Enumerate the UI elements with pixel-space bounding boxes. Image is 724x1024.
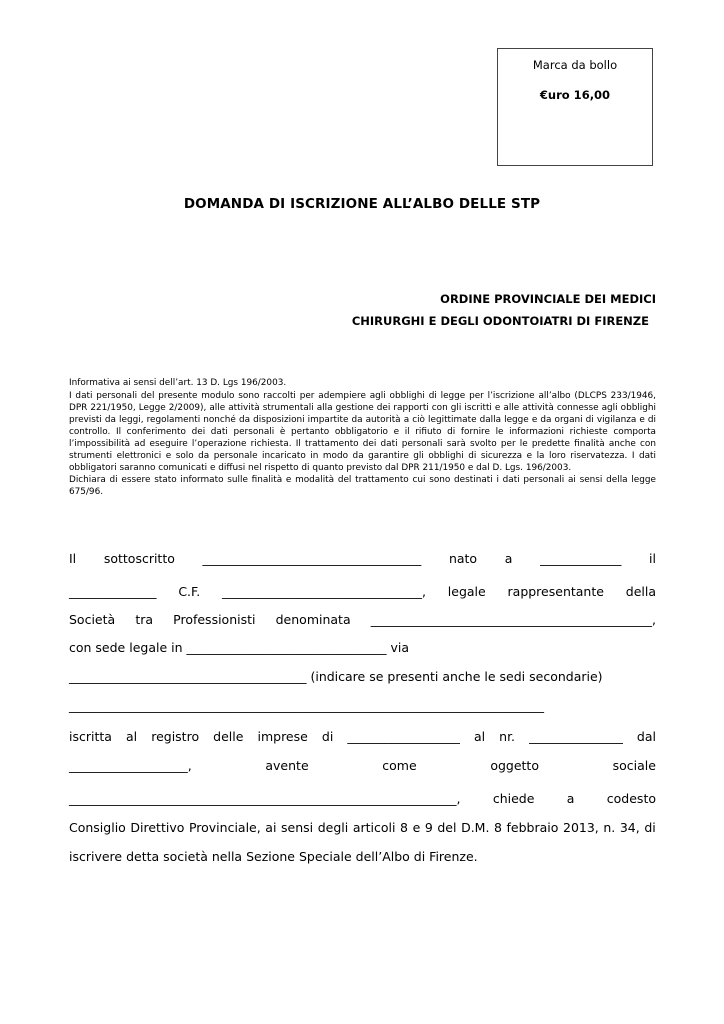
form-word: registro [151,729,200,744]
form-word: oggetto [490,758,539,773]
form-word: Professionisti [173,612,256,627]
form-word: sensi [281,820,314,835]
form-word: ai [265,820,277,835]
name-blank[interactable]: ___________________________________ [202,551,422,566]
form-word: Provinciale, [188,820,261,835]
form-word: 8 [494,820,502,835]
register-blank[interactable]: __________________ [347,729,460,744]
form-word: 2013, [563,820,599,835]
form-word: della [625,584,656,599]
address-blank[interactable]: ______________________________________ (indicare se presenti anche le sedi secondarie) [69,669,603,684]
form-word: chiede [492,791,535,806]
stamp-label: Marca da bollo [532,58,618,72]
form-word: imprese [257,729,308,744]
form-word: rappresentante [507,584,604,599]
privacy-notice [69,377,656,498]
form-word: di [321,729,334,744]
form-word: avente [265,758,309,773]
form-line-4 [69,640,656,655]
form-line-1 [69,551,656,566]
privacy-notice-body: I dati personali del presente modulo sono raccolti per adempiere agli obblighi di legge per l’iscrizione all’albo (DLCPS 233/1946, DPR 221/1950, Legge 2/2009), alle attività strumentali alla gestione dei rapporti con gli iscritti e alle attività connesse agli obblighi previsti da leggi, regolamenti nonché da disposizioni impartite da autorità a ciò legittimate dalla legge e da organi di vigilanza e di controllo. Il conferimento dei dati personali è pertanto obbligatorio e il rifiuto di fornire le informazioni richieste comporta l’impossibilità ad eseguire l’operazione richiesta. Il trattamento dei dati personali sarà svolto per le predette finalità anche con strumenti elettronici e solo da personale incaricato in modo da garantire gli obblighi di sicurezza e la loro riservatezza. I dati obbligatori saranno comunicati e diffusi nel rispetto di quanto previsto dal DPR 211/1950 e dal D. Lgs. 196/2003. [69,391,656,473]
form-word: 34, [619,820,640,835]
form-word: e [412,820,421,835]
form-word: sottoscritto [103,551,175,566]
form-word: il [648,551,656,566]
secondary-offices-blank[interactable]: ____________________________________________________________________________ [69,698,544,713]
form-word: delle [213,729,244,744]
form-word: Consiglio [69,820,126,835]
registered-office-blank[interactable]: con sede legale in ________________________________ via [69,640,409,655]
form-word: a [504,551,513,566]
form-word: dal [636,729,656,744]
form-word: nr. [499,729,516,744]
form-word: al [126,729,138,744]
form-line-8 [69,758,656,773]
form-line-5 [69,669,656,684]
addressee-line-1: ORDINE PROVINCIALE DEI MEDICI [440,292,656,306]
form-line-2 [69,584,656,599]
registration-date-blank[interactable]: ___________________, [69,758,192,773]
form-word: legale [447,584,486,599]
form-line-7 [69,729,656,744]
form-word: degli [317,820,349,835]
form-line-9 [69,791,656,806]
privacy-notice-title: Informativa ai sensi dell’art. 13 D. Lgs 196/2003. [69,378,287,388]
form-word: Direttivo [130,820,185,835]
form-closing-sentence: iscrivere detta società nella Sezione Speciale dell’Albo di Firenze. [69,849,478,864]
form-line-11 [69,849,656,864]
stamp-amount: €uro 16,00 [539,88,611,102]
form-word: articoli [352,820,396,835]
revenue-stamp-box [497,48,653,166]
birthdate-blank[interactable]: ______________ [69,584,157,599]
addressee-line-2: CHIRURGHI E DEGLI ODONTOIATRI DI FIRENZE [351,314,649,328]
form-word: di [644,820,656,835]
form-line-10 [69,820,656,835]
page-title: DOMANDA DI ISCRIZIONE ALL’ALBO DELLE STP [183,196,541,212]
privacy-declaration: Dichiara di essere stato informato sulle finalità e modalità del trattamento cui sono destinati i dati personali ai sensi della legge 675/96. [69,475,656,497]
birthplace-blank[interactable]: _____________ [540,551,622,566]
form-word: codesto [606,791,656,806]
form-word: a [566,791,575,806]
form-word: tra [135,612,154,627]
form-word: Società [69,612,116,627]
addressee-block [352,288,656,332]
company-name-blank[interactable]: _____________________________________________, [370,612,656,627]
form-word: 9 [424,820,433,835]
form-word: febbraio [506,820,559,835]
form-word: Il [69,551,77,566]
form-word: n. [603,820,616,835]
form-word: 8 [400,820,408,835]
form-word: iscritta [69,729,112,744]
form-word: del [437,820,457,835]
form-word: come [382,758,417,773]
form-word: C.F. [178,584,201,599]
form-word: nato [448,551,478,566]
form-line-3 [69,612,656,627]
form-word: sociale [612,758,656,773]
form-word: D.M. [461,820,490,835]
form-line-6 [69,698,656,713]
form-word: al [473,729,486,744]
tax-code-blank[interactable]: ________________________________, [221,584,426,599]
form-word: denominata [275,612,351,627]
business-purpose-blank[interactable]: ______________________________________________________________, [69,791,461,806]
register-number-blank[interactable]: _______________ [529,729,623,744]
